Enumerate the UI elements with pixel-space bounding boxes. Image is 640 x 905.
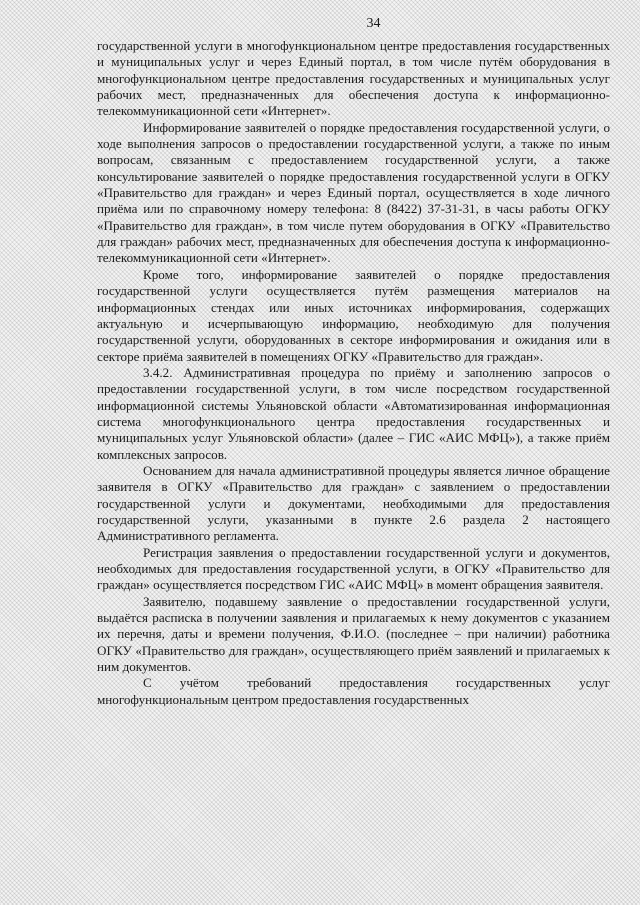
paragraph-procedure-basis: Основанием для начала административной процедуры является личное обращение заявителя в ОГКУ «Правительство для граждан» с заявлением о предоставлении государственной услуги и документами, необходимыми для предоставления государственной услуги, указанными в пункте 2.6 раздела 2 настоящего Административного регламента.	[97, 462, 610, 544]
paragraph-informing-applicants: Информирование заявителей о порядке предоставления государственной услуги, о ходе выполнения запросов о предоставлении государственной услуги, а также по иным вопросам, связанным с предоставлением государственной услуги, а также консультирование заявителей о порядке предоставления государственной услуги в ОГКУ «Правительство для граждан» и через Единый портал, осуществляется в ходе личного приёма или по справочному номеру телефона: 8 (8422) 37-31-31, в часы работы ОГКУ «Правительство для граждан», в том числе путем оборудования в ОГКУ «Правительство для граждан» рабочих мест, предназначенных для обеспечения доступа к информационно-телекоммуникационной сети «Интернет».	[97, 119, 610, 266]
paragraph-receipt: Заявителю, подавшему заявление о предоставлении государственной услуги, выдаётся расписка в получении заявления и прилагаемых к нему документов с указанием их перечня, даты и времени получения, Ф.И.О. (последнее – при наличии) работника ОГКУ «Правительство для граждан», осуществляющего приём заявлений и прилагаемых к ним документов.	[97, 593, 610, 675]
page-number: 34	[366, 16, 381, 31]
paragraph-requirements: С учётом требований предоставления государственных услуг многофункциональным центром предоставления государственных	[97, 675, 610, 707]
body-text	[97, 38, 610, 708]
paragraph-information-stands: Кроме того, информирование заявителей о порядке предоставления государственной услуги осуществляется путём размещения материалов на информационных стендах или иных источниках информирования, содержащих актуальную и исчерпывающую информацию, необходимую для получения государственной услуги, оборудованных в секторе информирования и ожидания или в секторе приёма заявителей в помещениях ОГКУ «Правительство для граждан».	[97, 266, 610, 364]
paragraph-registration: Регистрация заявления о предоставлении государственной услуги и документов, необходимых для предоставления государственной услуги, в ОГКУ «Правительство для граждан» осуществляется посредством ГИС «АИС МФЦ» в момент обращения заявителя.	[97, 544, 610, 593]
paragraph-continuation: государственной услуги в многофункциональном центре предоставления государственных и муниципальных услуг и через Единый портал, в том числе путём оборудования в многофункциональном центре предоставления государственных и муниципальных услуг рабочих мест, предназначенных для обеспечения доступа к информационно-телекоммуникационной сети «Интернет».	[97, 38, 610, 119]
paragraph-section-3-4-2: 3.4.2. Административная процедура по приёму и заполнению запросов о предоставлении государственной услуги, в том числе посредством государственной информационной системы Ульяновской области «Автоматизированная информационная система многофункционального центра предоставления государственных и муниципальных услуг Ульяновской области» (далее – ГИС «АИС МФЦ»), а также приём комплексных запросов.	[97, 364, 610, 462]
